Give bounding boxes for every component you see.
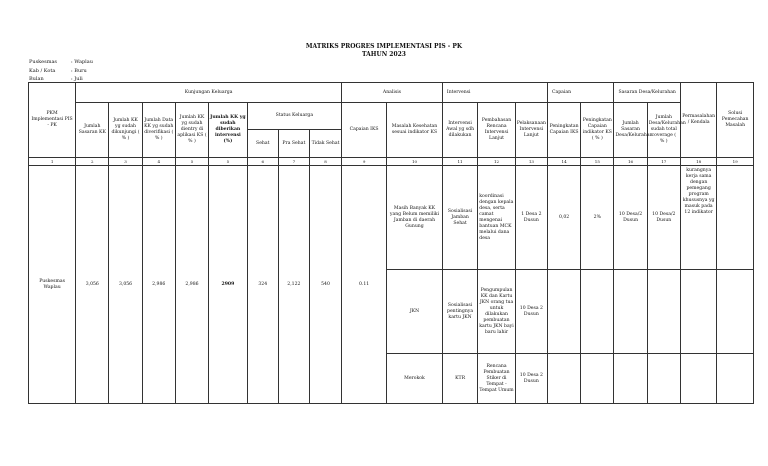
column-number: 6 xyxy=(247,158,278,166)
header-c5: Jumlah KK yg sudah diberikan intervensi (%) xyxy=(209,103,248,158)
document-title: MATRIKS PROGRES IMPLEMENTASI PIS - PK xyxy=(305,43,463,50)
header-intervensi: Intervensi xyxy=(442,83,547,103)
header-status-cols xyxy=(248,130,341,157)
column-number: 8 xyxy=(309,158,341,166)
cell-intervensi-awal: Sosialisasi Jamban Sehat xyxy=(442,166,477,270)
empty-cell xyxy=(581,270,614,354)
column-number-row xyxy=(29,158,754,166)
cell-jumlah-desa: 10 Desa/2 Dusun xyxy=(614,166,647,270)
empty-cell xyxy=(680,270,716,354)
column-number: 13 xyxy=(515,158,547,166)
empty-cell xyxy=(547,270,580,354)
header-status-keluarga xyxy=(247,103,341,158)
cell-masalah: JKN xyxy=(387,270,443,354)
column-number: 2 xyxy=(76,158,109,166)
meta-row-puskesmas xyxy=(29,58,93,67)
column-number: 7 xyxy=(278,158,309,166)
cell-dikunjungi: 3,056 xyxy=(109,166,142,404)
header-c8: Tidak Sehat xyxy=(311,140,340,146)
column-number: 17 xyxy=(647,158,680,166)
cell-rencana: Pengumpulan KK dan Kartu JKN orang tua untuk dilakukan pembuatan kartu JKN bayi baru lahir xyxy=(478,270,516,354)
meta-row-kabkota xyxy=(29,67,93,76)
cell-peningkatan-iks: 0,02 xyxy=(547,166,580,270)
cell-lanjut: 1 Desa 2 Dusun xyxy=(515,166,547,270)
progress-matrix-table xyxy=(28,82,754,404)
cell-lanjut: 10 Desa 2 Dusun xyxy=(515,270,547,354)
cell-intervensi-awal: KTR xyxy=(442,354,477,404)
cell-kendala: kurangnya kerja sama dengan pemegang program khususnya yg masuk pada 12 indikator xyxy=(680,166,716,270)
column-number: 4 xyxy=(142,158,175,166)
meta-value: : Buru xyxy=(71,67,87,74)
column-number: 19 xyxy=(717,158,754,166)
cell-peningkatan-ks: 2% xyxy=(581,166,614,270)
cell-masalah: Masih Banyak KK yang Belum memiliki Jamban di daerah Gunung xyxy=(387,166,443,270)
meta-label: Bulan xyxy=(29,76,44,82)
header-c15: Peningkatan Capaian indikator KS ( % ) xyxy=(581,103,614,158)
empty-cell xyxy=(614,270,647,354)
header-analisis: Analisis xyxy=(342,83,443,103)
cell-dientry: 2,986 xyxy=(175,166,208,404)
cell-lanjut: 10 Desa 2 Dusun xyxy=(515,354,547,404)
cell-solusi xyxy=(717,166,754,270)
empty-cell xyxy=(680,354,716,404)
header-c11: Intervensi Awal yg sdh dilakukan xyxy=(442,103,477,158)
cell-coverage: 10 Desa/2 Dusun xyxy=(647,166,680,270)
meta-label: Kab / Kota xyxy=(29,67,56,74)
header-c17: Jumlah Desa/Kelurahan sudah total coverage ( % ) xyxy=(647,103,680,158)
column-number: 1 xyxy=(29,158,76,166)
header-sasaran-desa: Sasaran Desa/Kelurahan xyxy=(614,83,680,103)
column-number: 12 xyxy=(478,158,516,166)
column-number: 5 xyxy=(175,158,208,166)
header-c10: Masalah Kesehatan sesuai indikator KS xyxy=(387,103,443,158)
empty-cell xyxy=(717,270,754,354)
header-c12: Pembahasan Rencana Intervensi Lanjut xyxy=(478,103,516,158)
header-capaian: Capaian xyxy=(547,83,613,103)
cell-masalah: Merokok xyxy=(387,354,443,404)
meta-value: : Juli xyxy=(71,76,83,82)
column-number: 16 xyxy=(614,158,647,166)
empty-cell xyxy=(614,354,647,404)
column-number: 15 xyxy=(581,158,614,166)
column-number: 5 xyxy=(209,158,248,166)
header-c7: Pra Sehat xyxy=(279,130,310,157)
header-kunjungan: Kunjungan Keluarga xyxy=(76,83,342,103)
header-c4: Jumlah KK yg sudah dientry di aplikasi KS ( % ) xyxy=(175,103,208,158)
header-c1: Jumlah Sasaran KK xyxy=(76,103,109,158)
header-c14: Peningkatan Capaian IKS xyxy=(547,103,580,158)
header-row-1 xyxy=(29,83,754,103)
empty-cell xyxy=(547,354,580,404)
cell-pra-sehat: 2,122 xyxy=(278,166,309,404)
cell-sasaran-kk: 3,056 xyxy=(76,166,109,404)
header-solusi: Solusi Pemecahan Masalah xyxy=(717,83,754,158)
cell-diverifikasi: 2,986 xyxy=(142,166,175,404)
header-c2: Jumlah KK yg sudah dikunjungi ( % ) xyxy=(109,103,142,158)
cell-capaian-iks: 0.11 xyxy=(342,166,387,404)
meta-label: Puskesmas xyxy=(29,59,57,65)
cell-tidak-sehat: 540 xyxy=(309,166,341,404)
header-c16: Jumlah Sasaran Desa/Kelurahan xyxy=(614,103,647,158)
header-status-label: Status Keluarga xyxy=(248,103,341,130)
meta-value: : Waplau xyxy=(71,59,93,65)
empty-cell xyxy=(647,354,680,404)
header-pkm: PKM Implementasi PIS - PK xyxy=(29,83,76,158)
header-c3: Jumlah Data KK yg sudah diverifikasi ( % ) xyxy=(142,103,175,158)
empty-cell xyxy=(581,354,614,404)
column-number: 10 xyxy=(387,158,443,166)
cell-rencana: Rencana Pembuatan Stiker di Tempat - Tempat Umum xyxy=(478,354,516,404)
document-year: TAHUN 2023 xyxy=(362,51,406,58)
cell-sehat: 324 xyxy=(247,166,278,404)
column-number: 9 xyxy=(342,158,387,166)
empty-cell xyxy=(717,354,754,404)
empty-cell xyxy=(647,270,680,354)
header-row-2 xyxy=(29,103,754,158)
cell-intervensi: 2909 xyxy=(209,166,248,404)
column-number: 18 xyxy=(680,158,716,166)
cell-rencana: koordinasi dengan kepala desa, serta camat mengenai bantuan MCK melalui dana desa xyxy=(478,166,516,270)
header-c9: Capaian IKS xyxy=(342,103,387,158)
header-c13: Pelaksanaan Intervensi Lanjut xyxy=(515,103,547,158)
column-number: 11 xyxy=(442,158,477,166)
column-number: 3 xyxy=(109,158,142,166)
column-number: 14 xyxy=(547,158,580,166)
table-row xyxy=(29,166,754,270)
header-c6: Sehat xyxy=(248,130,279,157)
meta-block xyxy=(29,58,93,84)
header-kendala: Permasalahan / Kendala xyxy=(680,83,716,158)
puskesmas-name: Puskesmas Waplau xyxy=(29,166,76,404)
cell-intervensi-awal: Sosialisasi pentingnya kartu JKN xyxy=(442,270,477,354)
